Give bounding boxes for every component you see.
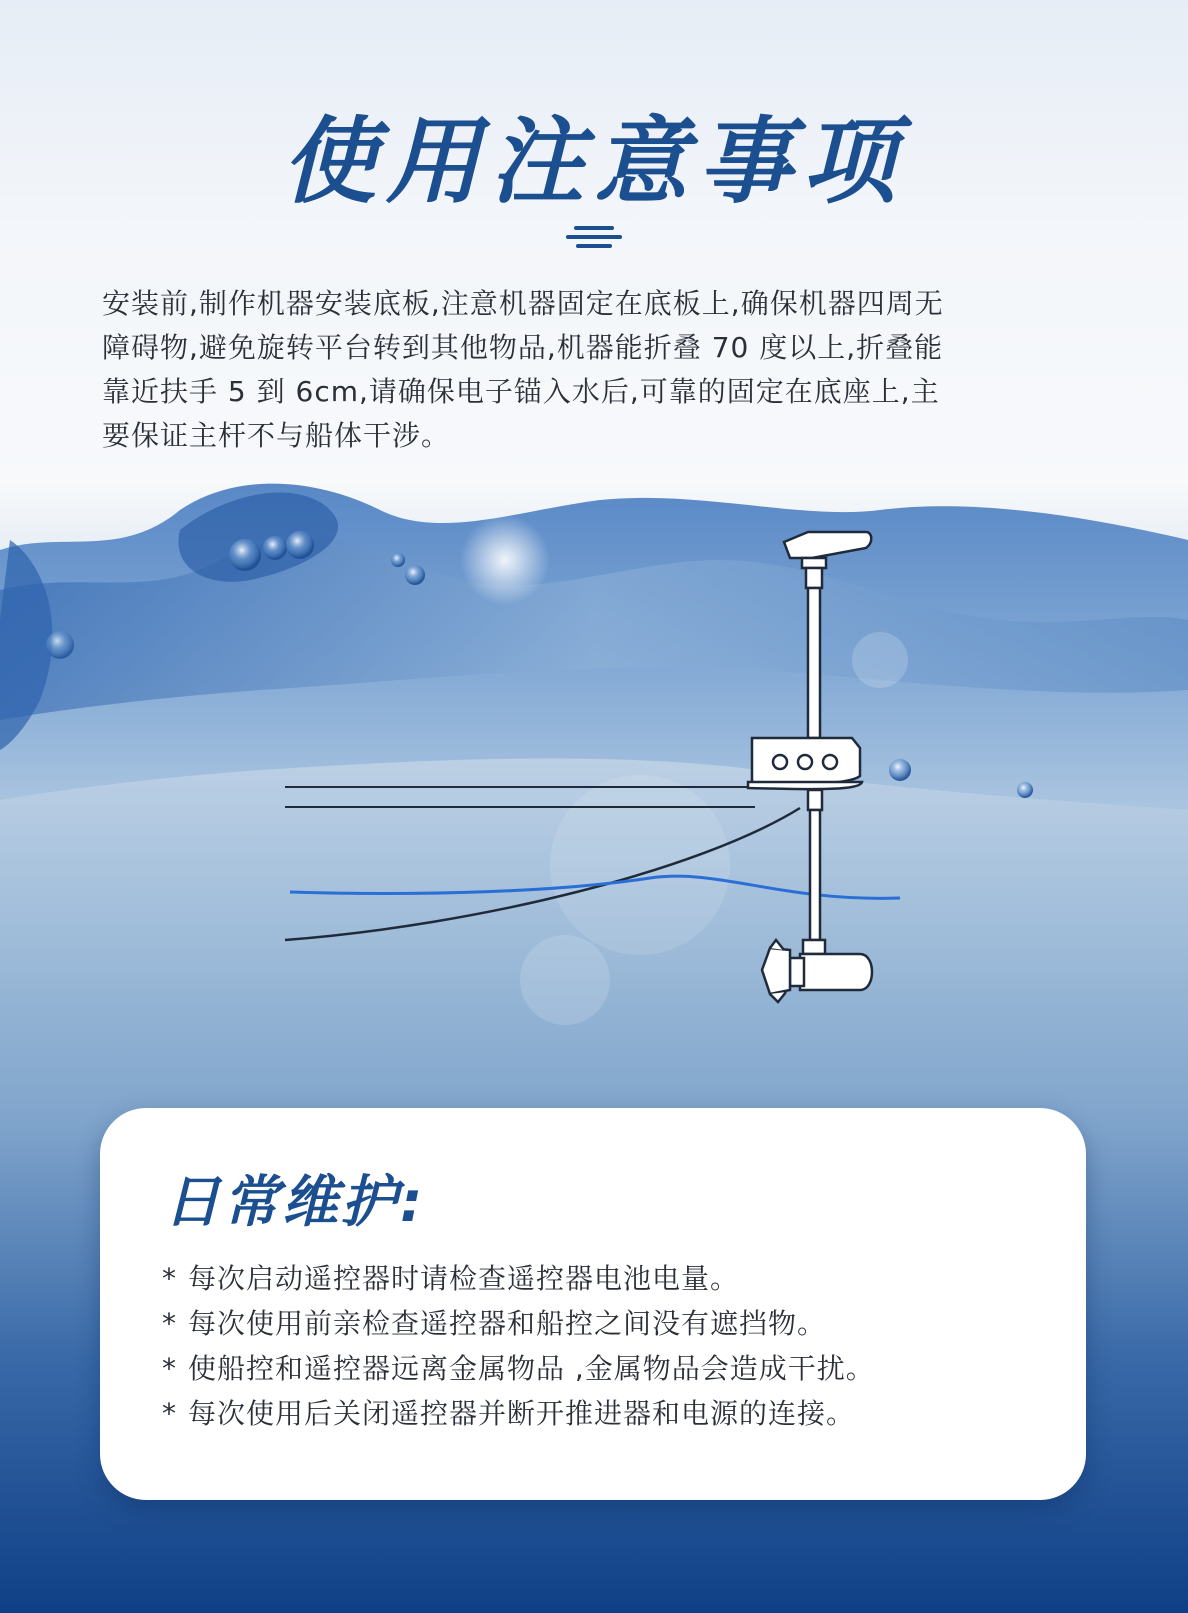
title-divider [566, 224, 622, 250]
lens-glow [852, 632, 908, 688]
tip-text: 每次启动遥控器时请检查遥控器电池电量。 [188, 1262, 740, 1295]
water-scene-illustration [0, 470, 1188, 1110]
intro-line: 要保证主杆不与船体干涉。 [102, 419, 451, 452]
bubble-icon [229, 539, 261, 571]
asterisk-bullet: * [162, 1307, 177, 1340]
sparkle-icon [460, 515, 550, 605]
list-item [162, 1391, 875, 1436]
asterisk-bullet: * [162, 1352, 177, 1385]
list-item [162, 1301, 875, 1346]
intro-line: 安装前,制作机器安装底板,注意机器固定在底板上,确保机器四周无 [102, 287, 944, 320]
intro-line: 靠近扶手 5 到 6cm,请确保电子锚入水后,可靠的固定在底座上,主 [102, 375, 940, 408]
intro-text [102, 282, 1092, 458]
bubble-icon [286, 531, 314, 559]
list-item [162, 1346, 875, 1391]
tip-text: 使船控和遥控器远离金属物品 ,金属物品会造成干扰。 [188, 1352, 875, 1385]
bubble-icon [1017, 782, 1033, 798]
bubble-icon [405, 565, 425, 585]
tip-text: 每次使用前亲检查遥控器和船控之间没有遮挡物。 [188, 1307, 827, 1340]
lens-glow [550, 775, 730, 955]
bubble-icon [46, 631, 74, 659]
bubble-icon [391, 553, 405, 567]
asterisk-bullet: * [162, 1397, 177, 1430]
bubble-icon [889, 759, 911, 781]
maintenance-title: 日常维护: [164, 1170, 426, 1235]
bubble-icon [263, 536, 287, 560]
maintenance-list [162, 1256, 875, 1436]
lens-glow [520, 935, 610, 1025]
asterisk-bullet: * [162, 1262, 177, 1295]
tip-text: 每次使用后关闭遥控器并断开推进器和电源的连接。 [188, 1397, 856, 1430]
intro-line: 障碍物,避免旋转平台转到其他物品,机器能折叠 70 度以上,折叠能 [102, 331, 944, 364]
list-item [162, 1256, 875, 1301]
page-title: 使用注意事项 [281, 108, 906, 217]
maintenance-card [100, 1108, 1086, 1500]
